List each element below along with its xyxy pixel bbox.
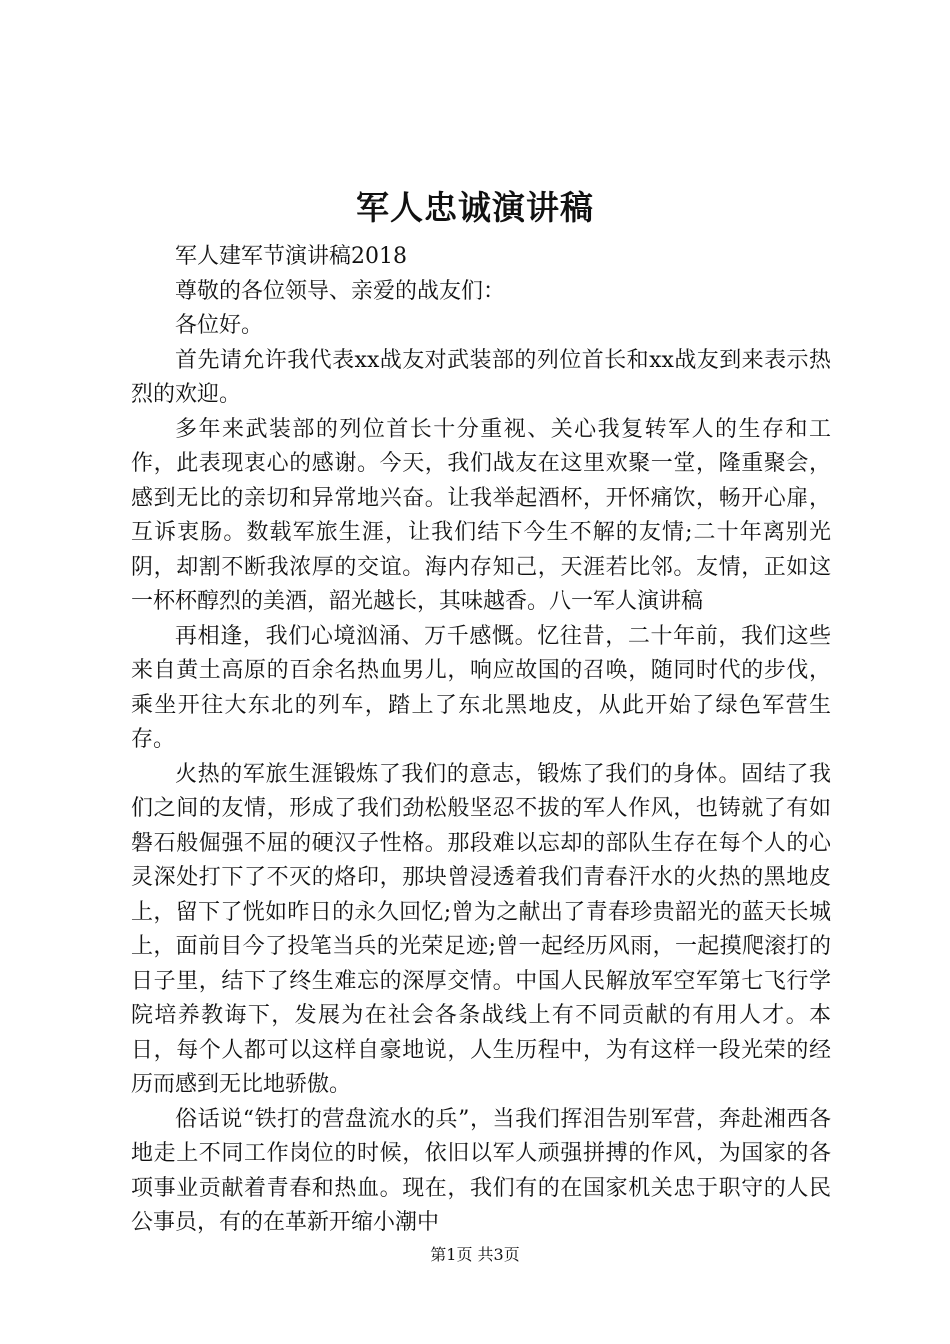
- paragraph-subtitle: 军人建军节演讲稿2018: [175, 244, 407, 269]
- paragraph-salutation: 尊敬的各位领导、亲爱的战友们：: [175, 278, 506, 304]
- paragraph: 俗话说“铁打的营盘流水的兵”，当我们挥泪告别军营，奔赴湘西各地走上不同工作岗位的时候，依旧以军人顽强拼搏的作风，为国家的各项事业贡献着青春和热血。现在，我们有的在国家机关忠于职守的人民公事员，有的在革新开缩小潮中: [131, 1106, 831, 1235]
- paragraph: 首先请允许我代表xx战友对武装部的列位首长和xx战友到来表示热烈的欢迎。: [131, 347, 831, 407]
- paragraph: 再相逢，我们心境汹涌、万千感慨。忆往昔，二十年前，我们这些来自黄土高原的百余名热血男儿，响应故国的召唤，随同时代的步伐，乘坐开往大东北的列车，踏上了东北黑地皮，从此开始了绿色军营生存。: [131, 623, 831, 752]
- paragraph: 多年来武装部的列位首长十分重视、关心我复转军人的生存和工作，此表现衷心的感谢。今天，我们战友在这里欢聚一堂，隆重聚会，感到无比的亲切和异常地兴奋。让我举起酒杯，开怀痛饮，畅开心扉，互诉衷肠。数载军旅生涯，让我们结下今生不解的友情;二十年离别光阴，却割不断我浓厚的交谊。海内存知己，天涯若比邻。友情，正如这一杯杯醇烈的美酒，韶光越长，其味越香。八一军人演讲稿: [131, 416, 831, 614]
- document-body: [131, 240, 831, 1241]
- paragraph: 火热的军旅生涯锻炼了我们的意志，锻炼了我们的身体。固结了我们之间的友情，形成了我们劲松般坚忍不拔的军人作风，也铸就了有如磐石般倔强不屈的硬汉子性格。那段难以忘却的部队生存在每个人的心灵深处打下了不灭的烙印，那块曾浸透着我们青春汗水的火热的黑地皮上，留下了恍如昨日的永久回忆;曾为之献出了青春珍贵韶光的蓝天长城上，面前目今了投笔当兵的光荣足迹;曾一起经历风雨，一起摸爬滚打的日子里，结下了终生难忘的深厚交情。中国人民解放军空军第七飞行学院培养教诲下，发展为在社会各条战线上有不同贡献的有用人才。本日，每个人都可以这样自豪地说，人生历程中，为有这样一段光荣的经历而感到无比地骄傲。: [131, 761, 831, 1097]
- document-title: 军人忠诚演讲稿: [356, 188, 594, 227]
- paragraph-greeting: 各位好。: [175, 313, 264, 338]
- page-footer: 第1页 共3页: [430, 1245, 520, 1264]
